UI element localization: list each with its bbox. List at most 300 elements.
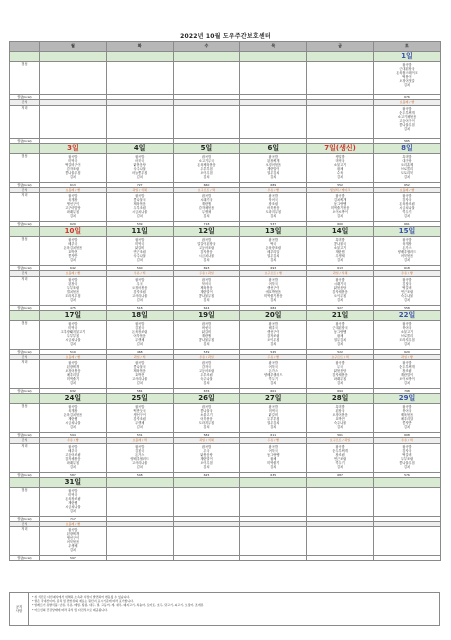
- menu-item: 계란찜: [201, 333, 212, 338]
- snack-label: 간식: [10, 521, 40, 527]
- lunch-menu-cell: [307, 237, 374, 266]
- menu-item: 어묵볶음: [267, 206, 280, 211]
- dinner-menu-cell: [173, 105, 240, 138]
- menu-item: 감자채볶음: [332, 289, 348, 294]
- menu-item: 잡채: [270, 456, 277, 461]
- kcal-value: 531: [106, 433, 173, 438]
- kcal-value: 552: [307, 182, 374, 187]
- menu-item: 콩나물국: [133, 365, 146, 370]
- menu-item: 닭갈비: [201, 329, 212, 334]
- menu-item: 감자조림: [133, 289, 146, 294]
- menu-item: 미역줄기볶음: [264, 293, 283, 298]
- menu-item: 장조림: [268, 202, 278, 207]
- day-number-cell: [307, 394, 374, 404]
- menu-item: 잡곡밥: [268, 154, 278, 159]
- menu-item: 무생채: [68, 544, 78, 549]
- kcal-value: 539: [173, 349, 240, 354]
- day-number-cell: [240, 52, 307, 62]
- kcal-value: 558: [373, 305, 440, 310]
- menu-item: 닭볶음탕: [333, 369, 347, 374]
- page-title: 2022년 10월 도우주간보호센터: [180, 33, 271, 40]
- lunch-menu-cell: [307, 62, 374, 95]
- kcal-value: 519: [40, 349, 107, 354]
- menu-item: 오징어볶음: [265, 162, 281, 167]
- dinner-menu-cell: [373, 193, 440, 222]
- lunch-menu-cell: [373, 320, 440, 349]
- day-number-cell: [240, 477, 307, 487]
- menu-item: 시금치나물: [198, 254, 215, 259]
- menu-item: 미역국: [68, 158, 78, 163]
- menu-item: 감자채볶음: [198, 206, 215, 211]
- menu-item: 메추리알: [66, 373, 80, 378]
- kcal-value: [173, 556, 240, 561]
- day-number: 26일: [198, 394, 215, 402]
- kcal-label: 열량(kcal): [10, 138, 40, 143]
- lunch-menu-cell: [307, 404, 374, 433]
- kcal-value: 642: [40, 266, 107, 271]
- menu-item: 김치: [270, 381, 277, 386]
- menu-item: 콩자반: [402, 421, 412, 426]
- kcal-value: [307, 556, 374, 561]
- menu-item: 육개장: [402, 242, 412, 247]
- menu-item: 두부조림: [66, 285, 80, 290]
- day-number: 8일: [401, 143, 413, 152]
- menu-item: 김치: [136, 425, 143, 430]
- day-number: 31일: [64, 477, 82, 486]
- menu-item: 근대된장국: [399, 67, 415, 72]
- menu-item: 돈가스: [135, 452, 145, 457]
- menu-item: 도라지무침: [399, 337, 415, 342]
- kcal-value: 548: [106, 472, 173, 477]
- snack-value: 요플레 / 빵: [40, 354, 107, 360]
- menu-item: 계란찜: [201, 202, 212, 207]
- notice-box: [9, 592, 440, 626]
- menu-item: 계란말이: [200, 289, 213, 294]
- menu-item: 잡곡밥: [68, 361, 78, 365]
- menu-item: 북어국: [268, 198, 278, 203]
- dinner-label: 저녁: [10, 105, 40, 138]
- menu-item: 버섯국: [201, 325, 212, 330]
- menu-item: 김치: [69, 464, 76, 469]
- menu-item: 돈육찹스테이크: [396, 71, 418, 76]
- lunch-menu-cell: [106, 237, 173, 266]
- menu-item: 두부조림: [133, 206, 146, 211]
- lunch-menu-cell: [40, 320, 107, 349]
- menu-item: 무생채: [135, 337, 145, 342]
- menu-item: 계란말이: [400, 373, 414, 378]
- snack-value: 두유 / 빵: [240, 354, 307, 360]
- week-day-row: [10, 477, 441, 487]
- menu-item: 고사리나물: [131, 293, 148, 298]
- snack-label: 간식: [10, 354, 40, 360]
- day-number-cell: [40, 310, 107, 320]
- week-label-cell: [10, 52, 40, 62]
- menu-item: 잡채: [337, 166, 344, 171]
- menu-item: 잡곡밥: [68, 194, 78, 198]
- menu-item: 어묵국: [268, 281, 278, 286]
- menu-item: 도라지무침: [198, 421, 215, 426]
- menu-item: 무생채: [335, 254, 345, 259]
- day-number-cell: [373, 477, 440, 487]
- weekday-header: 금: [307, 42, 374, 52]
- menu-item: 호박전: [68, 250, 78, 255]
- menu-item: 오징어볶음: [131, 285, 148, 290]
- snack-value: 두유 / 빵: [240, 438, 307, 444]
- menu-item: 파래무침: [333, 377, 347, 382]
- kcal-value: 540: [106, 266, 173, 271]
- menu-item: 브로콜리: [400, 166, 414, 171]
- menu-item: 콩나물국: [333, 242, 347, 247]
- day-number-cell: [240, 394, 307, 404]
- menu-item: 떡볶이: [402, 75, 412, 80]
- menu-item: 잡곡밥: [402, 238, 412, 242]
- notice-label: [10, 593, 29, 625]
- menu-item: 흑미밥: [335, 405, 345, 409]
- menu-item: 고추장돼지불고기: [60, 329, 86, 334]
- menu-item: 된장국: [68, 281, 78, 286]
- dinner-menu-cell: [106, 360, 173, 389]
- lunch-menu-cell: [373, 237, 440, 266]
- weekday-header: 화: [106, 42, 173, 52]
- menu-item: 오리훈제: [400, 162, 414, 167]
- menu-item: 열무김치: [267, 170, 280, 175]
- snack-value: 두유 / 과일: [173, 271, 240, 277]
- kcal-value: 587: [40, 472, 107, 477]
- day-number-cell: [307, 477, 374, 487]
- day-number-cell: [106, 477, 173, 487]
- menu-item: 시래기국: [200, 198, 213, 203]
- menu-item: 잡곡밥: [135, 444, 145, 449]
- menu-item: 김치: [270, 297, 277, 302]
- menu-item: 돈육김치볶음: [63, 413, 83, 418]
- snack-value: 요플레 / 빵: [40, 187, 107, 193]
- lunch-row: [10, 487, 441, 516]
- lunch-menu-cell: [40, 404, 107, 433]
- menu-item: 잡곡밥: [402, 277, 412, 282]
- day-number-cell: [173, 227, 240, 237]
- dinner-label: 저녁: [10, 360, 40, 389]
- kcal-value: 611: [240, 433, 307, 438]
- dinner-menu-cell: [106, 527, 173, 556]
- day-number-cell: [373, 227, 440, 237]
- lunch-label: 점심: [10, 237, 40, 266]
- notice-line: * 쌀은 국내산이며, 김치 및 반찬류의 재료는 원산지 표시기준에 따라 표기합니다.: [32, 599, 134, 604]
- day-number: 12일: [198, 227, 215, 235]
- menu-item: 잡곡밥: [68, 528, 78, 532]
- lunch-menu-cell: [40, 237, 107, 266]
- snack-label: 간식: [10, 438, 40, 444]
- dinner-menu-cell: [307, 105, 374, 138]
- kcal-label: 열량(kcal): [10, 556, 40, 561]
- menu-item: 김치: [203, 297, 210, 302]
- kcal-value: 629: [40, 222, 107, 227]
- menu-item: 김치: [203, 258, 210, 263]
- menu-item: 김치: [270, 258, 277, 263]
- kcal-value: 608: [373, 433, 440, 438]
- menu-item: 김치: [69, 174, 76, 179]
- menu-item: 닭갈비: [268, 413, 278, 418]
- week-day-row: [10, 143, 441, 153]
- kcal-value: 600: [307, 222, 374, 227]
- menu-item: 소불고기: [333, 246, 347, 251]
- dinner-menu-cell: [173, 443, 240, 472]
- menu-item: 떡갈비구이: [65, 162, 81, 167]
- menu-item: 김치: [270, 341, 277, 346]
- menu-item: 어묵볶음: [133, 333, 146, 338]
- menu-item: 북어국: [402, 409, 412, 414]
- menu-item: 잡곡밥: [335, 321, 345, 326]
- dinner-menu-cell: [240, 360, 307, 389]
- menu-item: 배추국: [268, 325, 278, 330]
- menu-item: 돈육김치볶음: [63, 246, 83, 251]
- kcal-value: 635: [240, 472, 307, 477]
- menu-item: 잡곡밥: [402, 405, 412, 409]
- menu-item: 고등어조림: [198, 369, 215, 374]
- day-number-cell: [173, 477, 240, 487]
- kcal-value: 660: [173, 182, 240, 187]
- kcal-value: 652: [373, 182, 440, 187]
- kcal-label: 열량(kcal): [10, 95, 40, 100]
- snack-value: 우유 / 떡: [106, 271, 173, 277]
- menu-item: 잡곡밥: [135, 277, 145, 282]
- dinner-menu-cell: [40, 527, 107, 556]
- menu-item: 생일밥: [335, 154, 345, 159]
- menu-item: 미역줄기: [66, 377, 80, 382]
- menu-item: 콩나물무침: [399, 122, 415, 127]
- menu-item: 양배추샐러드: [130, 456, 149, 461]
- kcal-value: 561: [307, 433, 374, 438]
- menu-item: 김치: [270, 214, 277, 219]
- menu-item: 오징어볶음: [332, 413, 348, 418]
- snack-value: 요플레 / 빵: [40, 271, 107, 277]
- weekday-header: 수: [173, 42, 240, 52]
- dinner-menu-cell: [173, 193, 240, 222]
- menu-item: 된장찌개: [66, 365, 80, 370]
- lunch-menu-cell: [240, 62, 307, 95]
- kcal-value: 613: [307, 266, 374, 271]
- menu-item: 김치: [403, 341, 411, 346]
- lunch-menu-cell: [173, 62, 240, 95]
- menu-item: 김치: [69, 381, 76, 386]
- menu-table-body: [10, 52, 441, 561]
- week-label-cell: [10, 477, 40, 487]
- snack-value: 요구르트 / 떡: [173, 187, 240, 193]
- day-number-cell: [40, 394, 107, 404]
- week-label-cell: [10, 310, 40, 320]
- snack-value: 과일 / 식혜: [307, 271, 374, 277]
- menu-item: 시금치나물: [399, 206, 415, 211]
- dinner-label: 저녁: [10, 527, 40, 556]
- lunch-row: [10, 62, 441, 95]
- menu-item: 돈육제육볶음: [197, 162, 216, 167]
- menu-item: 떡만둣국: [133, 409, 146, 414]
- day-number-cell: [106, 310, 173, 320]
- menu-item: 김치: [136, 381, 143, 386]
- kcal-value: 601: [240, 389, 307, 394]
- lunch-menu-cell: [106, 404, 173, 433]
- lunch-menu-cell: [307, 153, 374, 182]
- kcal-value: 581: [106, 389, 173, 394]
- snack-value: 우유 / 떡: [373, 438, 440, 444]
- menu-item: 잡곡밥: [201, 444, 212, 449]
- day-number: 24일: [64, 394, 82, 402]
- menu-item: 잡곡밥: [402, 361, 412, 365]
- day-number-cell: [240, 227, 307, 237]
- menu-item: 콩자반: [68, 254, 78, 259]
- menu-item: 호박전: [335, 417, 345, 422]
- dinner-menu-cell: [307, 360, 374, 389]
- menu-item: 잡곡밥: [68, 277, 78, 282]
- day-number-cell: [106, 227, 173, 237]
- lunch-menu-cell: [40, 487, 107, 516]
- menu-item: 동그랑땡: [267, 452, 280, 457]
- menu-item: 닭볶음탕: [200, 452, 213, 457]
- menu-item: 고등어구이: [399, 118, 415, 123]
- menu-item: 소불고기: [333, 162, 347, 167]
- menu-item: 잡곡밥: [201, 277, 212, 282]
- day-number-cell: [307, 310, 374, 320]
- menu-item: 잡곡밥: [201, 194, 212, 198]
- kcal-label: 열량(kcal): [10, 389, 40, 394]
- menu-item: 오이소박이: [332, 210, 348, 215]
- menu-item: 감자채볶음: [332, 373, 348, 378]
- menu-item: 메추리알: [267, 250, 280, 255]
- dinner-row: [10, 193, 441, 222]
- kcal-value: 624: [173, 305, 240, 310]
- notice-line: * 어르신의 건강상태에 따라 죽식 및 다진식으로 제공됩니다.: [32, 607, 108, 612]
- menu-item: 고사리나물: [131, 460, 148, 465]
- menu-item: 제육볶음: [133, 369, 146, 374]
- menu-item: 김치: [69, 548, 76, 553]
- menu-item: 김치: [136, 214, 143, 219]
- menu-item: 잡곡밥: [68, 154, 78, 159]
- lunch-row: [10, 153, 441, 182]
- menu-item: 떡국: [270, 242, 277, 247]
- menu-item: 김치: [69, 425, 76, 430]
- menu-item: 연근조림: [400, 289, 414, 294]
- day-number: 7일(생신): [324, 143, 356, 152]
- menu-item: 김치: [136, 297, 143, 302]
- kcal-label: 열량(kcal): [10, 222, 40, 227]
- day-number: 3일: [67, 143, 79, 152]
- menu-item: 김치: [403, 126, 411, 131]
- menu-item: 순두부찌개: [399, 365, 415, 370]
- dinner-menu-cell: [240, 193, 307, 222]
- menu-item: 잡곡밥: [335, 444, 345, 449]
- menu-item: 열무김치: [267, 421, 280, 426]
- menu-item: 어묵국: [268, 365, 278, 370]
- menu-item: 오이소박이: [399, 377, 415, 382]
- menu-item: 감자국: [402, 448, 412, 453]
- menu-item: 잡곡밥: [268, 194, 278, 198]
- menu-item: 생선구이: [66, 536, 80, 541]
- lunch-menu-cell: [40, 62, 107, 95]
- kcal-value: 597: [40, 556, 107, 561]
- menu-item: 동그랑땡: [333, 202, 347, 207]
- dinner-menu-cell: [307, 527, 374, 556]
- snack-value: 요플레 / 빵: [373, 187, 440, 193]
- menu-item: 고등어조림: [65, 452, 81, 457]
- menu-item: 숙주나물: [133, 254, 146, 259]
- menu-item: 어묵국: [135, 158, 145, 163]
- menu-item: 오이무침: [200, 460, 213, 465]
- menu-item: 무생채: [135, 421, 145, 426]
- menu-item: 시래기국: [333, 281, 347, 286]
- dinner-menu-cell: [173, 527, 240, 556]
- menu-item: 애호박볶음: [265, 289, 281, 294]
- day-number: 14일: [331, 227, 349, 235]
- menu-item: 고사리나물: [131, 377, 148, 382]
- menu-item: 어묵국: [268, 448, 278, 453]
- menu-item: 김치: [337, 464, 344, 469]
- day-number: 1일: [401, 52, 413, 60]
- lunch-menu-cell: [106, 62, 173, 95]
- day-number: 25일: [131, 394, 148, 402]
- dinner-menu-cell: [240, 276, 307, 305]
- menu-item: 열무김치: [267, 254, 280, 259]
- kcal-value: 625: [173, 472, 240, 477]
- day-number: 18일: [131, 310, 148, 319]
- dinner-label: 저녁: [10, 276, 40, 305]
- dinner-menu-cell: [373, 527, 440, 556]
- menu-item: 된장국: [335, 409, 345, 414]
- menu-item: 숙주나물: [400, 293, 414, 298]
- menu-item: 오이무침: [200, 170, 213, 175]
- menu-item: 두부조림: [400, 456, 414, 461]
- menu-item: 감자볶음: [200, 250, 213, 255]
- menu-item: 잡곡밥: [402, 444, 412, 449]
- menu-item: 어묵볶음: [200, 417, 213, 422]
- kcal-label: 열량(kcal): [10, 182, 40, 187]
- lunch-menu-cell: [240, 153, 307, 182]
- notice-list: [10, 593, 439, 612]
- lunch-label: 점심: [10, 62, 40, 95]
- kcal-label: 열량(kcal): [10, 516, 40, 521]
- day-number: 27일: [265, 394, 282, 402]
- kcal-value: 689: [240, 182, 307, 187]
- day-number: 13일: [265, 227, 282, 235]
- menu-item: 시금치나물: [131, 210, 148, 215]
- kcal-value: 475: [40, 305, 107, 310]
- menu-item: 잡곡밥: [402, 194, 412, 198]
- menu-item: 김치: [337, 425, 344, 430]
- menu-item: 멸치볶음: [66, 289, 80, 294]
- menu-item: 북어국: [201, 281, 212, 286]
- day-number-cell: [40, 52, 107, 62]
- menu-item: 김치: [203, 381, 210, 386]
- menu-item: 잡곡밥: [402, 63, 412, 67]
- snack-value: 과일 / 식혜: [106, 187, 173, 193]
- kcal-value: 618: [373, 266, 440, 271]
- lunch-row: [10, 237, 441, 266]
- menu-item: 김치: [337, 381, 344, 386]
- kcal-value: 661: [373, 222, 440, 227]
- menu-item: 배추국: [68, 448, 78, 453]
- menu-item: 잡곡밥: [268, 321, 278, 326]
- menu-item: 깍두기: [402, 210, 412, 215]
- snack-value: 과일 / 빵: [373, 354, 440, 360]
- menu-item: 돈육장조림: [131, 329, 148, 334]
- menu-item: 브로콜리: [400, 333, 414, 338]
- dinner-menu-cell: [40, 360, 107, 389]
- lunch-menu-cell: [240, 320, 307, 349]
- kcal-value: 927: [307, 305, 374, 310]
- snack-value: 우유 / 과일: [173, 354, 240, 360]
- menu-table: [9, 41, 441, 561]
- kcal-value: 687: [307, 472, 374, 477]
- dinner-row: [10, 276, 441, 305]
- week-day-row: [10, 394, 441, 404]
